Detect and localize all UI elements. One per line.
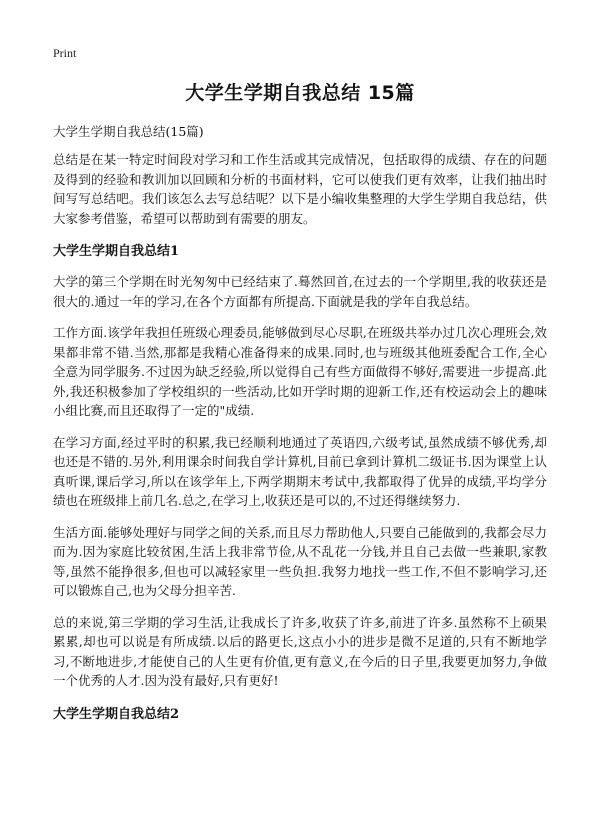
document-subtitle: 大学生学期自我总结(15篇) [53, 124, 204, 139]
section1-paragraph-4: 生活方面.能够处理好与同学之间的关系,而且尽力帮助他人,只要自己能做到的,我都会尽力而为.因为家庭比较贫困,生活上我非常节俭,从不乱花一分钱,并且自己去做一些兼职,家教等,虽然不能挣很多,但也可以减轻家里一些负担.我努力地找一些工作,不但不影响学习,还可以锻炼自己,也为父母分担辛苦. [53, 524, 547, 598]
intro-paragraph: 总结是在某一特定时间段对学习和工作生活或其完成情况，包括取得的成绩、存在的问题及得到的经验和教训加以回顾和分析的书面材料，它可以使我们更有效率，让我们抽出时间写写总结吧。我们该怎么去写总结呢？以下是小编收集整理的大学生学期自我总结，供大家参考借鉴，希望可以帮助到有需要的朋友。 [53, 152, 547, 226]
section1-paragraph-3: 在学习方面,经过平时的积累,我已经顺利地通过了英语四,六级考试,虽然成绩不够优秀,却也还是不错的.另外,利用课余时间我自学计算机,目前已拿到计算机二级证书.因为课堂上认真听课,课后学习,所以在该学年上,下两学期期末考试中,我都取得了优异的成绩,平均学分绩也在班级排上前几名.总之,在学习上,收获还是可以的,不过还得继续努力. [53, 434, 547, 508]
document-body [53, 150, 547, 735]
print-link[interactable]: Print [53, 46, 77, 60]
section-heading-1: 大学生学期自我总结1 [53, 244, 180, 259]
section1-paragraph-1: 大学的第三个学期在时光匆匆中已经结束了.蓦然回首,在过去的一个学期里,我的收获还是很大的.通过一年的学习,在各个方面都有所提高.下面就是我的学年自我总结。 [53, 274, 547, 309]
section1-paragraph-5: 总的来说,第三学期的学习生活,让我成长了许多,收获了许多,前进了许多.虽然称不上硕果累累,却也可以说是有所成绩.以后的路更长,这点小小的进步是微不足道的,只有不断地学习,不断地进步,才能使自己的人生更有价值,更有意义,在今后的日子里,我要更加努力,争做一个优秀的人才.因为没有最好,只有更好! [53, 614, 547, 688]
page-title: 大学生学期自我总结 15篇 [185, 82, 415, 104]
section-heading-2: 大学生学期自我总结2 [53, 706, 180, 722]
section1-paragraph-2: 工作方面.该学年我担任班级心理委员,能够做到尽心尽职,在班级共举办过几次心理班会,效果都非常不错.当然,那都是我精心准备得来的成果.同时,也与班级其他班委配合工作,全心全意为同学服务.不过因为缺乏经验,所以觉得自己有些方面做得不够好,需要进一步提高.此外,我还积极参加了学校组织的一些活动,比如开学时期的迎新工作,还有校运动会上的趣味小组比赛,而且还取得了一定的"成绩. [53, 325, 547, 418]
